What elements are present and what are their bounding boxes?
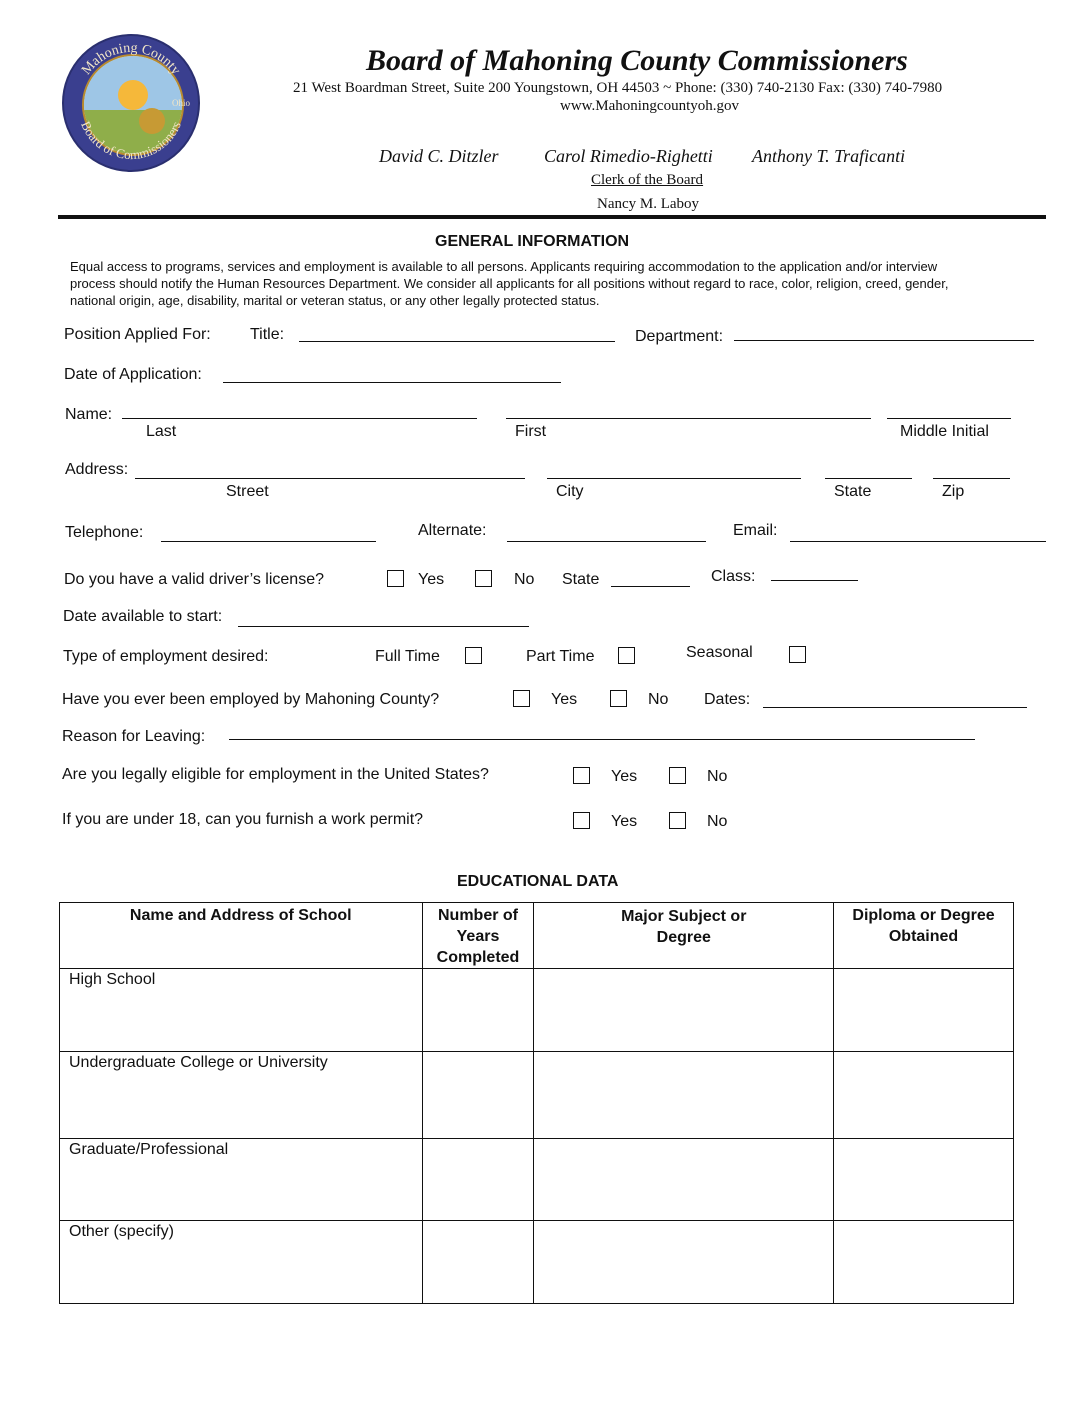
commissioner-name: Anthony T. Traficanti [752,146,906,166]
seal-lettering [64,36,198,170]
major-subject-cell[interactable] [534,1221,834,1304]
prior-employment-yes-checkbox[interactable] [513,690,530,707]
yes-label: Yes [611,813,638,830]
table-row [60,1139,1014,1221]
position-label: Position Applied For: [64,326,211,343]
license-no-checkbox[interactable] [475,570,492,587]
telephone-field[interactable] [161,541,376,542]
degree-obtained-cell[interactable] [834,969,1014,1052]
school-row-label: Undergraduate College or University [60,1052,423,1139]
yes-label: Yes [611,768,638,785]
commissioner-name: Carol Rimedio-Righetti [544,146,713,166]
years-completed-cell[interactable] [422,1052,534,1139]
state-field[interactable] [825,478,912,479]
yes-label: Yes [551,691,578,708]
email-label: Email: [733,522,778,539]
date-of-application-label: Date of Application: [64,366,202,383]
table-row [60,1221,1014,1304]
education-table [59,902,1014,1304]
work-permit-no-checkbox[interactable] [669,812,686,829]
office-address: 21 West Boardman Street, Suite 200 Youngstown, OH 44503 ~ Phone: (330) 740-2130 Fax: (330) 740-7980 [293,80,943,96]
last-name-field[interactable] [122,418,477,419]
department-field[interactable] [734,340,1034,341]
reason-for-leaving-label: Reason for Leaving: [62,728,206,745]
work-permit-question: If you are under 18, can you furnish a work permit? [62,811,424,828]
header-divider [58,215,1046,219]
table-row [60,969,1014,1052]
first-name-field[interactable] [506,418,871,419]
license-class-label: Class: [711,568,756,585]
street-field[interactable] [135,478,525,479]
column-header: Number of Years Completed [422,903,534,969]
seasonal-label: Seasonal [686,644,753,661]
page-title: Board of Mahoning County Commissioners [366,44,908,77]
reason-for-leaving-field[interactable] [229,739,975,740]
dates-label: Dates: [704,691,751,708]
date-available-label: Date available to start: [63,608,223,625]
title-label: Title: [250,326,285,343]
alternate-phone-field[interactable] [507,541,706,542]
prior-employment-no-checkbox[interactable] [610,690,627,707]
degree-obtained-cell[interactable] [834,1052,1014,1139]
email-field[interactable] [790,541,1046,542]
license-yes-checkbox[interactable] [387,570,404,587]
no-label: No [707,813,728,830]
state-caption: State [834,483,872,500]
school-row-label: High School [60,969,423,1052]
county-seal [62,34,200,172]
commissioner-name: David C. Ditzler [379,146,499,166]
license-state-field[interactable] [611,586,690,587]
eeo-statement-line: Equal access to programs, services and employment is available to all persons. Applicants requiring accommodation to the application and/or interview [70,259,938,274]
last-name-caption: Last [146,423,177,440]
major-subject-cell[interactable] [534,1052,834,1139]
middle-initial-field[interactable] [887,418,1011,419]
column-header: Name and Address of School [60,903,423,969]
svg-text:Ohio: Ohio [172,98,190,108]
school-row-label: Other (specify) [60,1221,423,1304]
eeo-statement-line: national origin, age, disability, marital or veteran status, or any other legally protected status. [70,293,600,308]
svg-text:Board of Commissioners: Board of Commissioners [78,118,184,163]
city-field[interactable] [547,478,801,479]
employment-type-label: Type of employment desired: [63,648,269,665]
degree-obtained-cell[interactable] [834,1139,1014,1221]
yes-label: Yes [418,571,445,588]
department-label: Department: [635,328,724,345]
column-header: Diploma or Degree Obtained [834,903,1014,969]
years-completed-cell[interactable] [422,1221,534,1304]
license-question: Do you have a valid driver’s license? [64,571,324,588]
no-label: No [648,691,669,708]
title-field[interactable] [299,341,615,342]
prior-employment-question: Have you ever been employed by Mahoning County? [62,691,440,708]
degree-obtained-cell[interactable] [834,1221,1014,1304]
clerk-label: Clerk of the Board [591,172,704,188]
years-completed-cell[interactable] [422,1139,534,1221]
name-label: Name: [65,406,113,423]
svg-text:Mahoning County: Mahoning County [79,40,183,78]
license-state-label: State [562,571,600,588]
eligibility-yes-checkbox[interactable] [573,767,590,784]
table-row [60,1052,1014,1139]
years-completed-cell[interactable] [422,969,534,1052]
website-link[interactable]: www.Mahoningcountyoh.gov [560,98,740,114]
date-of-application-field[interactable] [223,382,561,383]
no-label: No [707,768,728,785]
license-class-field[interactable] [771,580,858,581]
no-label: No [514,571,535,588]
clerk-name: Nancy M. Laboy [597,196,700,212]
zip-field[interactable] [933,478,1010,479]
major-subject-cell[interactable] [534,969,834,1052]
eligibility-question: Are you legally eligible for employment in the United States? [62,766,489,783]
date-available-field[interactable] [238,626,529,627]
full-time-label: Full Time [375,648,440,665]
dates-field[interactable] [763,707,1027,708]
first-name-caption: First [515,423,547,440]
alternate-phone-label: Alternate: [418,522,487,539]
middle-initial-caption: Middle Initial [900,423,989,440]
major-subject-cell[interactable] [534,1139,834,1221]
part-time-label: Part Time [526,648,595,665]
full-time-checkbox[interactable] [465,647,482,664]
section-heading: EDUCATIONAL DATA [457,873,619,890]
section-heading: GENERAL INFORMATION [435,233,630,250]
work-permit-yes-checkbox[interactable] [573,812,590,829]
eligibility-no-checkbox[interactable] [669,767,686,784]
address-label: Address: [65,461,129,478]
seasonal-checkbox[interactable] [789,646,806,663]
part-time-checkbox[interactable] [618,647,635,664]
column-header: Major Subject or Degree [534,903,834,969]
zip-caption: Zip [942,483,965,500]
telephone-label: Telephone: [65,524,144,541]
school-row-label: Graduate/Professional [60,1139,423,1221]
eeo-statement-line: process should notify the Human Resources Department. We consider all applicants for all positions without regard to race, color, religion, creed, gender, [70,276,949,291]
street-caption: Street [226,483,269,500]
city-caption: City [556,483,584,500]
